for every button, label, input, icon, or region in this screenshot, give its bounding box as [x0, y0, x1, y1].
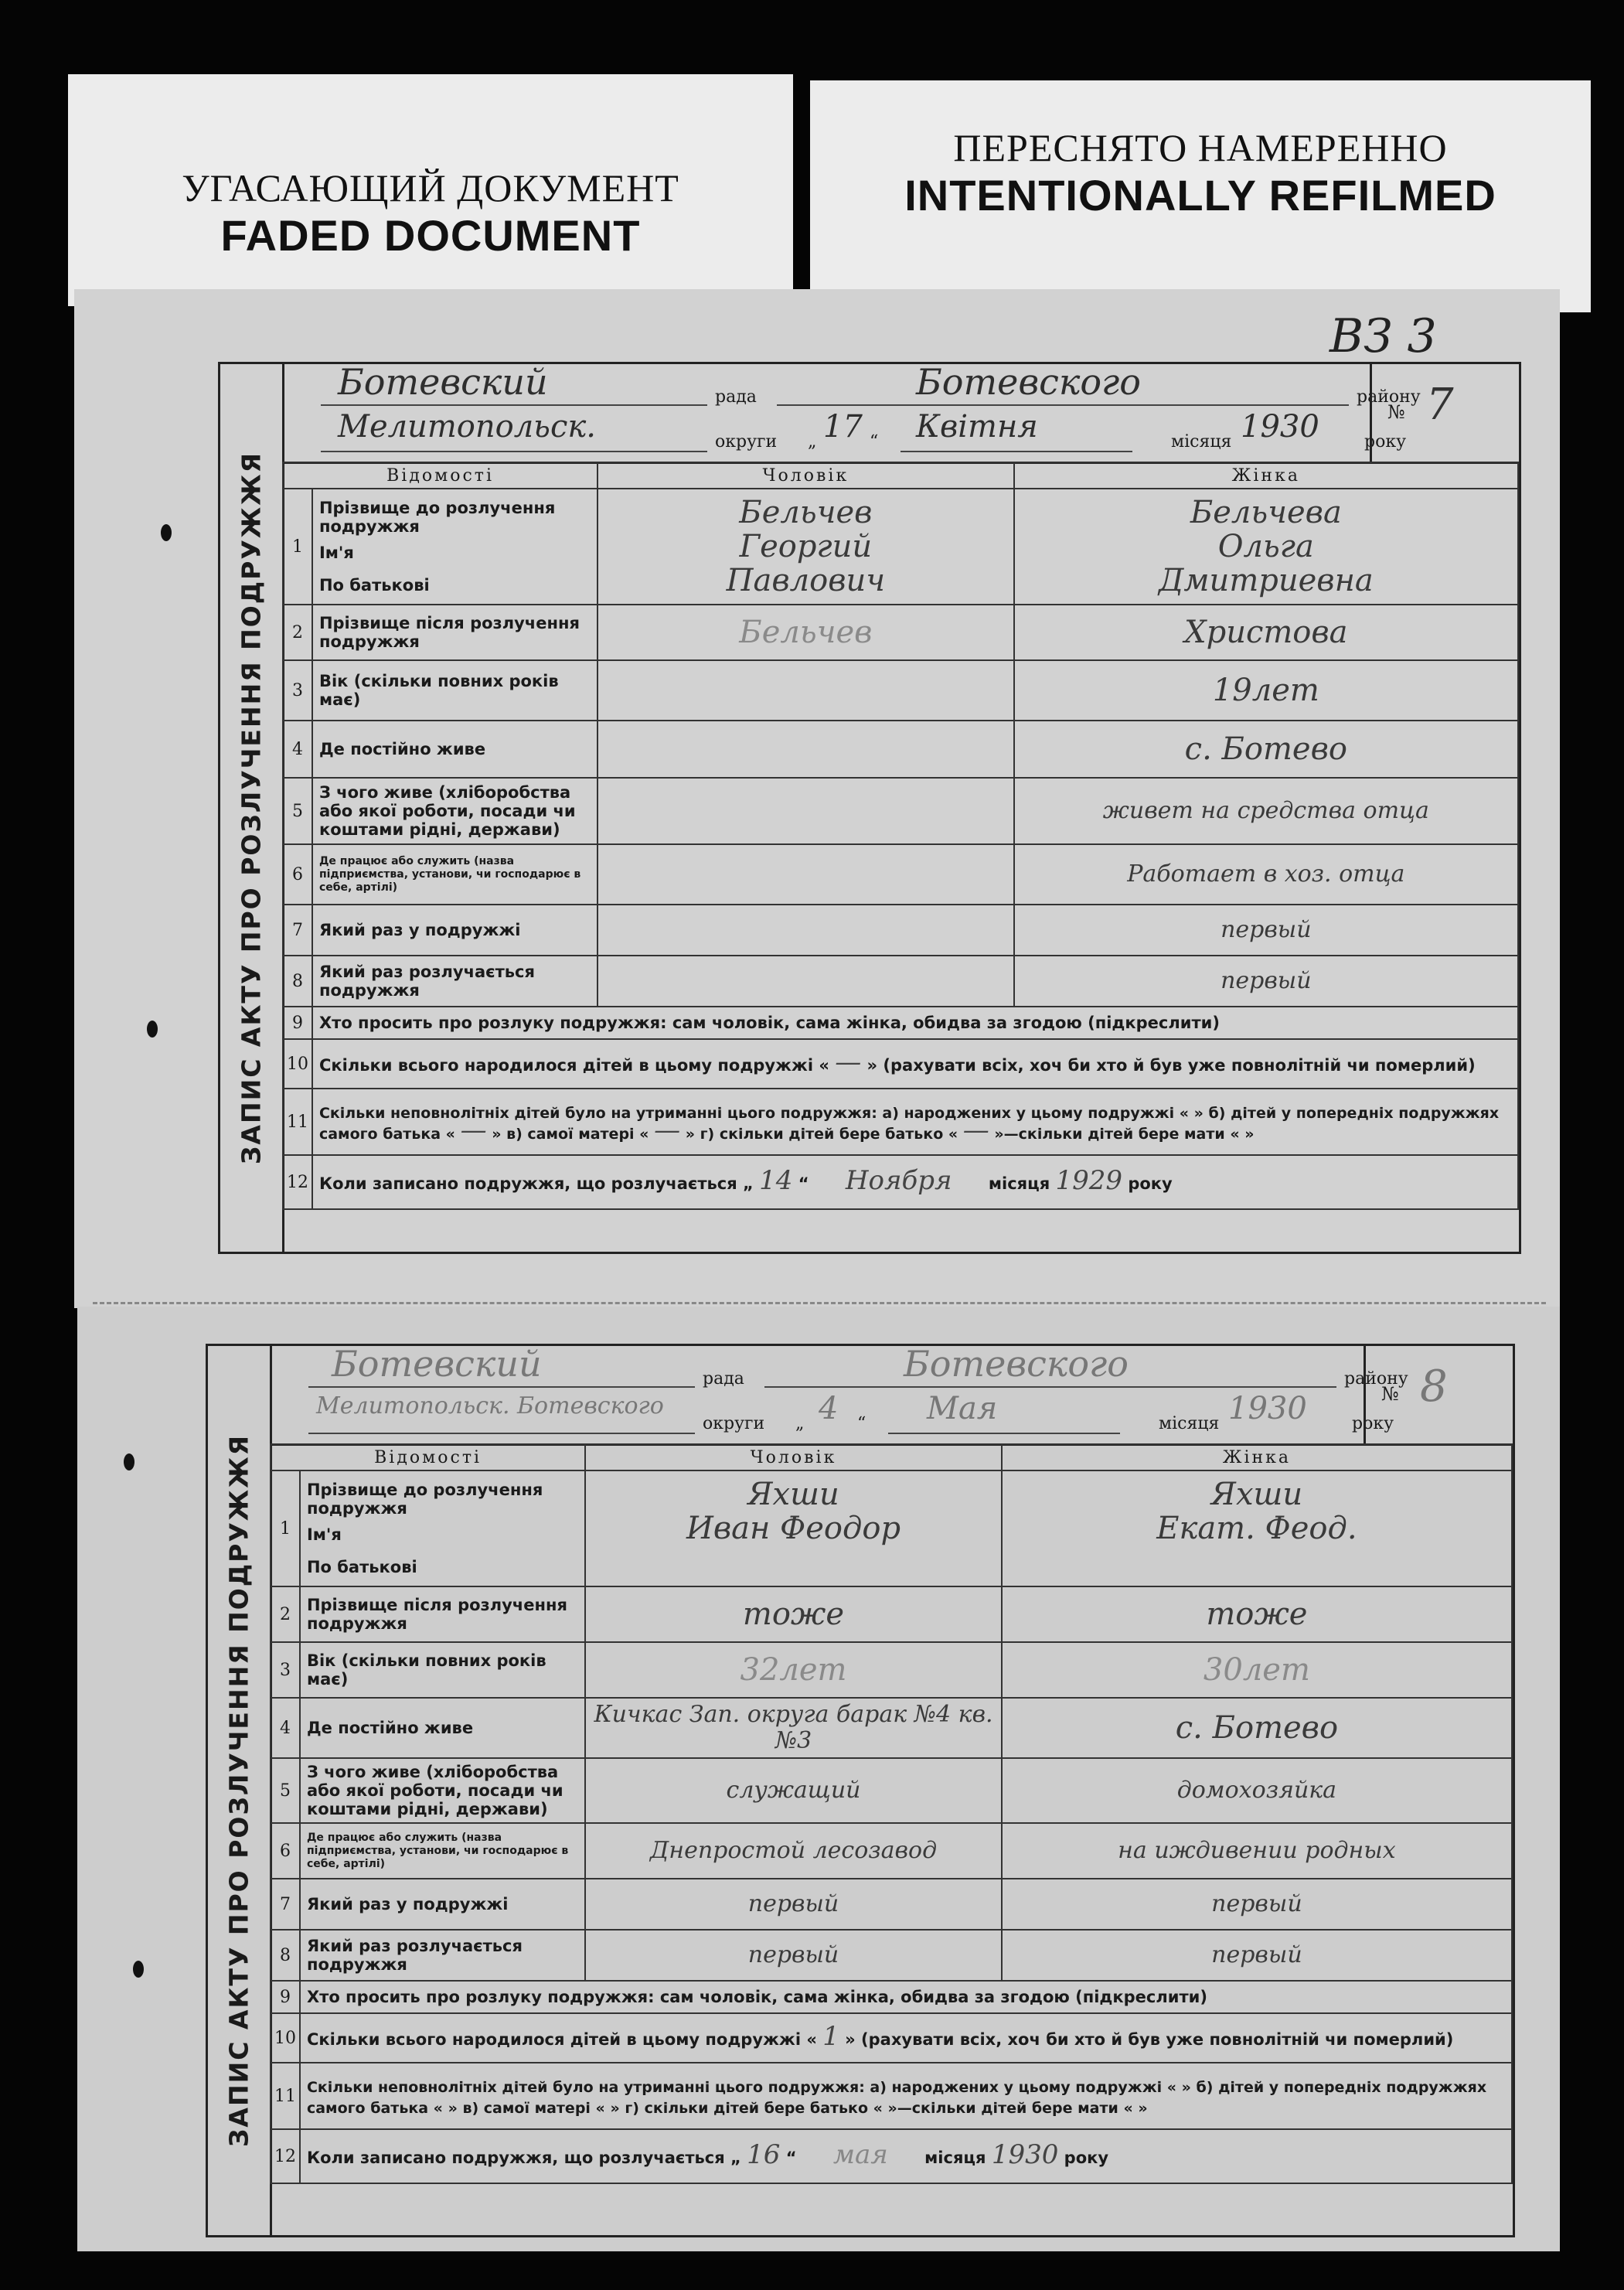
row-number: 1 [283, 489, 312, 605]
wife-surname: Бельчева [1190, 495, 1342, 530]
row-number: 4 [271, 1698, 300, 1758]
wife-workplace: Работает в хоз. отца [1014, 844, 1518, 905]
divorce-record-form-1 [218, 362, 1521, 1254]
column-header-husband: Чоловік [598, 462, 1014, 489]
hole-punch-mark [161, 524, 172, 541]
column-header-info: Відомості [271, 1444, 585, 1470]
field-label-residence: Де постійно живе [312, 721, 598, 778]
reg-year: 1930 [991, 2139, 1059, 2170]
row-number: 5 [283, 778, 312, 844]
husband-patronymic: Павлович [726, 563, 886, 598]
field-children-total: Скільки всього народилося дітей в цьому подружжі « 1 » (рахувати всіх, хоч би хто й був уже повнолітній чи померлий) [300, 2013, 1512, 2063]
father-prev-children-value: — [460, 1115, 487, 1146]
field-who-requests: Хто просить про розлуку подружжя: сам чоловік, сама жінка, обидва за згодою (підкреслити) [300, 1981, 1512, 2013]
year-label: року [1364, 432, 1407, 452]
row-number: 10 [283, 1039, 312, 1089]
underline [321, 404, 707, 406]
faded-stamp-en: FADED DOCUMENT [220, 211, 641, 260]
raion-label: району [1357, 387, 1421, 407]
reg-day: 14 [759, 1165, 793, 1196]
column-header-wife: Жінка [1002, 1444, 1512, 1470]
sidebar-title: ЗАПИС АКТУ ПРО РОЗЛУЧЕННЯ ПОДРУЖЖЯ [223, 1433, 254, 2148]
field-label-age: Вік (скільки повних років має) [300, 1642, 585, 1698]
husband-residence [598, 721, 1014, 778]
field-who-requests: Хто просить про розлуку подружжя: сам чоловік, сама жінка, обидва за згодою (підкреслити) [312, 1007, 1518, 1039]
husband-divorce-no [598, 956, 1014, 1007]
row-number: 11 [283, 1089, 312, 1155]
field-label-residence: Де постійно живе [300, 1698, 585, 1758]
day-value: 17 [823, 409, 863, 445]
faded-stamp-ru: УГАСАЮЩИЙ ДОКУМЕНТ [182, 166, 679, 210]
year-value: 1930 [1241, 409, 1319, 445]
father-takes-value: — [962, 1115, 989, 1146]
wife-divorce-no: первый [1014, 956, 1518, 1007]
form-header: Ботевский рада Ботевского району Мелитопольск. округи „ 17 “ Квітня місяця 1930 року № 7 [282, 364, 1519, 464]
field-minor-children: Скільки неповнолітніх дітей було на утриманні цього подружжя: а) народжених у цьому подружжі « » б) дітей у попередніх подружжях самого батька « — » в) самої матері « — » г) скільки дітей бере батько « — »—скільки дітей бере мати « » [312, 1089, 1518, 1155]
wife-patronymic: Дмитриевна [1158, 563, 1374, 598]
month-value: Квітня [916, 409, 1038, 445]
wife-divorce-no: первый [1002, 1930, 1512, 1981]
record-number: 7 [1426, 380, 1454, 430]
wife-names [1002, 1470, 1512, 1586]
row-number: 8 [283, 956, 312, 1007]
row-number: 5 [271, 1758, 300, 1823]
wife-workplace: на иждивении родных [1002, 1823, 1512, 1879]
underline [777, 404, 1349, 406]
husband-workplace: Днепростой лесозавод [585, 1823, 1002, 1879]
perforation-line [93, 1302, 1546, 1304]
record-table-1 [282, 462, 1519, 1210]
underline [308, 1433, 695, 1434]
husband-divorce-no: первый [585, 1930, 1002, 1981]
raion-value: Ботевского [916, 361, 1141, 403]
husband-surname-after: Бельчев [598, 605, 1014, 660]
underline [764, 1386, 1336, 1388]
row-number: 6 [271, 1823, 300, 1879]
wife-age: 30лет [1002, 1642, 1512, 1698]
rada-label: рада [715, 387, 757, 407]
row-number: 8 [271, 1930, 300, 1981]
husband-name: Георгий [739, 529, 873, 564]
underline [888, 1433, 1120, 1434]
year-value: 1930 [1228, 1391, 1307, 1426]
husband-names [598, 489, 1014, 605]
row-number: 7 [271, 1879, 300, 1930]
children-total-value: 1 [822, 2021, 839, 2052]
column-header-husband: Чоловік [585, 1444, 1002, 1470]
form-sidebar [220, 364, 284, 1252]
month-value: Мая [927, 1391, 998, 1426]
record-number: 8 [1420, 1361, 1448, 1412]
month-label: місяця [1159, 1414, 1220, 1433]
wife-marriage-no: первый [1014, 905, 1518, 956]
day-value: 4 [819, 1391, 839, 1426]
row-number: 1 [271, 1470, 300, 1586]
form-sidebar [208, 1346, 272, 2235]
row-number: 10 [271, 2013, 300, 2063]
husband-residence: Кичкас Зап. округа барак №4 кв. №3 [585, 1698, 1002, 1758]
column-header-wife: Жінка [1014, 462, 1518, 489]
field-label-names: Прізвище до розлучення подружжя Ім'я По батькові [312, 489, 598, 605]
field-label-surname-after: Прізвище після розлучення подружжя [300, 1586, 585, 1642]
field-label-divorce-no: Який раз розлучається подружжя [300, 1930, 585, 1981]
field-label-age: Вік (скільки повних років має) [312, 660, 598, 721]
underline [308, 1386, 695, 1388]
page-number: ВЗ 3 [1330, 309, 1437, 363]
reg-year: 1929 [1055, 1165, 1123, 1196]
faded-document-stamp [68, 74, 793, 306]
raion-label: району [1344, 1369, 1408, 1389]
field-children-total: Скільки всього народилося дітей в цьому подружжі « — » (рахувати всіх, хоч би хто й був уже повнолітній чи померлий) [312, 1039, 1518, 1089]
row-number: 3 [283, 660, 312, 721]
record-table-2 [270, 1443, 1513, 2184]
husband-surname: Яхши [747, 1477, 839, 1512]
row-number: 11 [271, 2063, 300, 2129]
underline [901, 451, 1132, 452]
year-label: року [1352, 1414, 1394, 1433]
hole-punch-mark [124, 1453, 134, 1470]
field-label-surname-after: Прізвище після розлучення подружжя [312, 605, 598, 660]
number-label: № [1381, 1383, 1399, 1405]
wife-livelihood: живет на средства отца [1014, 778, 1518, 844]
hole-punch-mark [147, 1021, 158, 1038]
column-header-info: Відомості [283, 462, 598, 489]
month-label: місяця [1171, 432, 1232, 452]
husband-livelihood: служащий [585, 1758, 1002, 1823]
rada-value: Ботевский [338, 361, 548, 403]
field-label-marriage-no: Який раз у подружжі [300, 1879, 585, 1930]
husband-surname-after: тоже [585, 1586, 1002, 1642]
raion-value: Ботевского [904, 1343, 1129, 1385]
husband-workplace [598, 844, 1014, 905]
husband-marriage-no [598, 905, 1014, 956]
okrug-value: Мелитопольск. Ботевского [316, 1392, 664, 1419]
husband-name: Иван Феодор [686, 1511, 901, 1546]
rada-value: Ботевский [332, 1343, 542, 1385]
field-registration-date: Коли записано подружжя, що розлучається „ 16 “ мая місяця 1930 року [300, 2129, 1512, 2183]
husband-surname: Бельчев [739, 495, 873, 530]
row-number: 9 [283, 1007, 312, 1039]
row-number: 7 [283, 905, 312, 956]
wife-age: 19лет [1014, 660, 1518, 721]
field-label-marriage-no: Який раз у подружжі [312, 905, 598, 956]
wife-surname-after: Христова [1014, 605, 1518, 660]
field-label-workplace: Де працює або служить (назва підприємства, установи, чи господарює в себе, артілі) [312, 844, 598, 905]
divorce-record-form-2 [206, 1344, 1515, 2237]
wife-livelihood: домохозяйка [1002, 1758, 1512, 1823]
okrug-label: округи [715, 432, 778, 452]
record-number-box [1364, 1346, 1513, 1443]
wife-name: Екат. Феод. [1156, 1511, 1357, 1546]
wife-surname-after: тоже [1002, 1586, 1512, 1642]
wife-residence: с. Ботево [1002, 1698, 1512, 1758]
underline [321, 451, 707, 452]
row-number: 4 [283, 721, 312, 778]
husband-livelihood [598, 778, 1014, 844]
okrug-label: округи [703, 1414, 765, 1433]
field-label-divorce-no: Який раз розлучається подружжя [312, 956, 598, 1007]
refilmed-stamp-en: INTENTIONALLY REFILMED [904, 171, 1496, 220]
field-label-livelihood: З чого живе (хліборобства або якої роботи, посади чи коштами рідні, держави) [300, 1758, 585, 1823]
husband-age: 32лет [585, 1642, 1002, 1698]
rada-label: рада [703, 1369, 744, 1389]
row-number: 12 [283, 1155, 312, 1209]
field-label-workplace: Де працює або служить (назва підприємства, установи, чи господарює в себе, артілі) [300, 1823, 585, 1879]
record-number-box [1370, 364, 1519, 462]
field-label-livelihood: З чого живе (хліборобства або якої роботи, посади чи коштами рідні, держави) [312, 778, 598, 844]
sidebar-title: ЗАПИС АКТУ ПРО РОЗЛУЧЕННЯ ПОДРУЖЖЯ [236, 451, 267, 1165]
husband-marriage-no: первый [585, 1879, 1002, 1930]
field-minor-children: Скільки неповнолітніх дітей було на утриманні цього подружжя: а) народжених у цьому подружжі « » б) дітей у попередніх подружжях самого батька « » в) самої матері « » г) скільки дітей бере батько « »—скільки дітей бере мати « » [300, 2063, 1512, 2129]
okrug-value: Мелитопольск. [338, 409, 596, 445]
refilmed-stamp [810, 80, 1591, 312]
row-number: 2 [283, 605, 312, 660]
wife-surname: Яхши [1210, 1477, 1303, 1512]
row-number: 9 [271, 1981, 300, 2013]
husband-age [598, 660, 1014, 721]
reg-month: Ноября [845, 1165, 952, 1196]
row-number: 2 [271, 1586, 300, 1642]
row-number: 6 [283, 844, 312, 905]
wife-residence: с. Ботево [1014, 721, 1518, 778]
form-header: Ботевский рада Ботевского району Мелитопольск. Ботевского округи „ 4 “ Мая місяця 1930 року № 8 [270, 1346, 1513, 1446]
number-label: № [1387, 401, 1405, 423]
field-registration-date: Коли записано подружжя, що розлучається „ 14 “ Ноября місяця 1929 року [312, 1155, 1518, 1209]
reg-month: мая [832, 2139, 888, 2170]
field-label-names: Прізвище до розлучення подружжя Ім'я По батькові [300, 1470, 585, 1586]
reg-day: 16 [747, 2139, 781, 2170]
hole-punch-mark [133, 1961, 144, 1978]
wife-names [1014, 489, 1518, 605]
children-total-value: — [835, 1047, 862, 1078]
mother-prev-children-value: — [654, 1115, 681, 1146]
wife-marriage-no: первый [1002, 1879, 1512, 1930]
row-number: 3 [271, 1642, 300, 1698]
husband-names [585, 1470, 1002, 1586]
wife-name: Ольга [1217, 529, 1314, 564]
refilmed-stamp-ru: ПЕРЕСНЯТО НАМЕРЕННО [953, 126, 1448, 169]
row-number: 12 [271, 2129, 300, 2183]
